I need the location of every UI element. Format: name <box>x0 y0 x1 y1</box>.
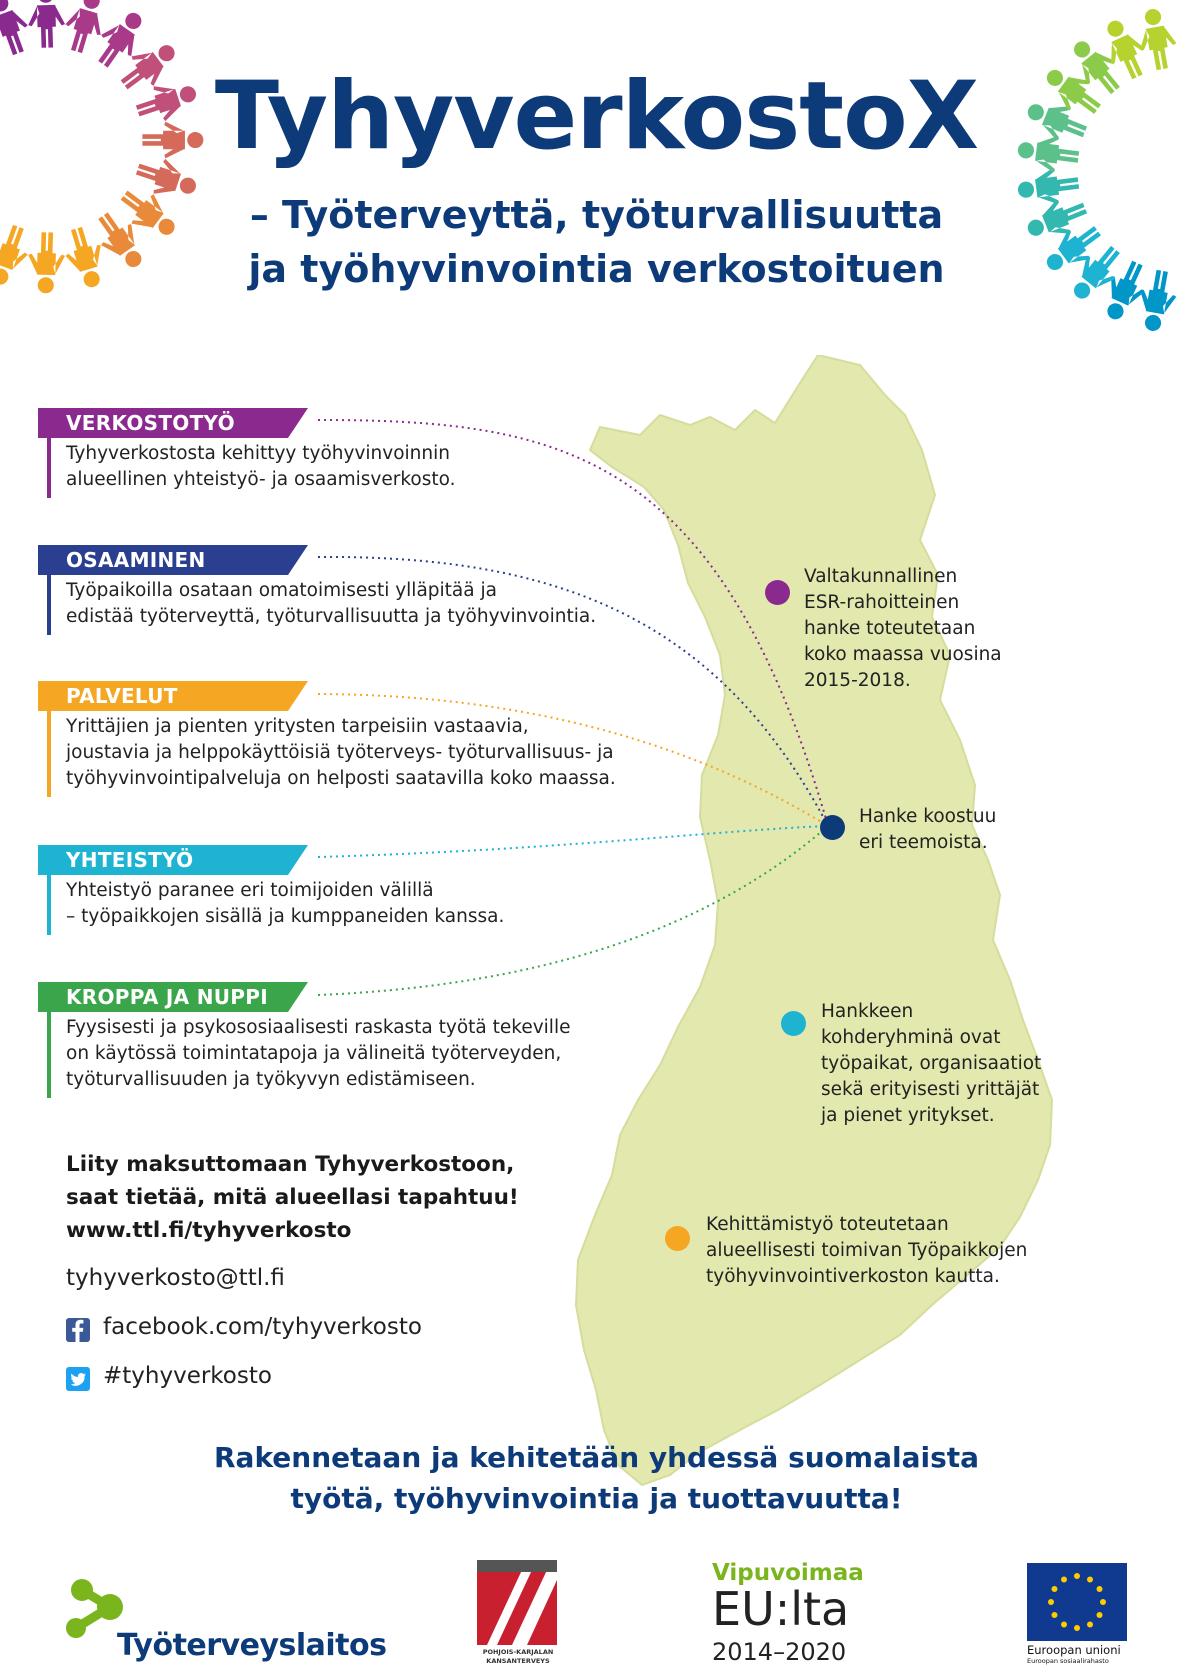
theme-label: YHTEISTYÖ <box>66 848 194 872</box>
eu-logo-text-1: Euroopan unioni <box>1027 1643 1121 1657</box>
pkk-logo-text-1: POHJOIS-KARJALAN <box>482 1648 554 1656</box>
map-note-target-groups: Hankkeen kohderyhminä ovat työpaikat, organisaatiot sekä erityisesti yrittäjät ja pienet yritykset. <box>821 1001 1042 1126</box>
theme-palvelut <box>38 681 308 711</box>
vipu-logo-years: 2014–2020 <box>712 1638 847 1666</box>
twitter-hashtag-link[interactable]: #tyhyverkosto <box>103 1363 272 1389</box>
eu-star <box>1087 1576 1093 1582</box>
eu-star <box>1048 1599 1054 1605</box>
eu-star <box>1097 1586 1103 1592</box>
eu-esf-logo <box>1027 1563 1127 1668</box>
eu-star <box>1051 1612 1057 1618</box>
theme-verkostotyo <box>38 408 308 438</box>
theme-label: KROPPA JA NUPPI <box>66 985 268 1009</box>
map-dot-hub <box>820 815 845 840</box>
twitter-icon <box>66 1367 90 1391</box>
theme-label: VERKOSTOTYÖ <box>66 411 235 435</box>
eu-logo-text-2: Euroopan sosiaalirahasto <box>1027 1657 1109 1665</box>
eu-star <box>1074 1573 1080 1579</box>
eu-star <box>1061 1576 1067 1582</box>
theme-description: Yhteistyö paranee eri toimijoiden välillä – työpaikkojen sisällä ja kumppaneiden kanssa. <box>66 880 505 927</box>
map-note-themes: Hanke koostuu eri teemoista. <box>859 806 997 853</box>
subtitle-line-2: ja työhyvinvointia verkostoituen <box>248 247 945 291</box>
theme-osaaminen <box>38 545 308 575</box>
theme-yhteistyo <box>38 845 308 875</box>
vipu-logo-top: Vipuvoimaa <box>712 1560 864 1586</box>
vipu-logo-mid: EU:lta <box>712 1582 850 1636</box>
eu-star <box>1097 1612 1103 1618</box>
eu-star <box>1074 1625 1080 1631</box>
website-link[interactable]: www.ttl.fi/tyhyverkosto <box>66 1218 352 1243</box>
page-title: TyhyverkostoX <box>214 62 979 171</box>
map-note-esr: Valtakunnallinen ESR-rahoitteinen hanke toteutetaan koko maassa vuosina 2015-2018. <box>804 566 1002 691</box>
eu-star <box>1100 1599 1106 1605</box>
theme-description: Yrittäjien ja pienten yritysten tarpeisiin vastaavia, joustavia ja helppokäyttöisiä työterveys- työturvallisuus- ja työhyvinvointipalveluja on helposti saatavilla koko maassa. <box>66 716 616 789</box>
tyoterveyslaitos-logo <box>62 1572 387 1667</box>
theme-label: OSAAMINEN <box>66 548 206 572</box>
eu-star <box>1061 1622 1067 1628</box>
theme-label: PALVELUT <box>66 684 178 708</box>
map-dot-purple <box>765 580 790 605</box>
theme-description: Fyysisesti ja psykososiaalisesti raskasta työtä tekeville on käytössä toimintatapoja ja välineitä työterveyden, työturvallisuuden ja työkyvyn edistämiseen. <box>66 1017 571 1090</box>
email-link[interactable]: tyhyverkosto@ttl.fi <box>66 1265 285 1291</box>
eu-star <box>1087 1622 1093 1628</box>
facebook-link[interactable]: facebook.com/tyhyverkosto <box>103 1314 422 1340</box>
theme-description: Tyhyverkostosta kehittyy työhyvinvoinnin alueellinen yhteistyö- ja osaamisverkosto. <box>66 443 456 490</box>
map-note-regional: Kehittämistyö toteutetaan alueellisesti toimivan Työpaikkojen työhyvinvointiverkoston kautta. <box>706 1214 1028 1287</box>
join-callout: Liity maksuttomaan Tyhyverkostoon, saat tietää, mitä alueellasi tapahtuu! www.ttl.fi/tyhyverkosto <box>66 1148 519 1247</box>
pohjois-karjalan-kansanterveys-logo <box>475 1560 565 1670</box>
closing-slogan: Rakennetaan ja kehitetään yhdessä suomalaista työtä, työhyvinvointia ja tuottavuutta! <box>213 1441 980 1515</box>
map-dot-cyan <box>781 1011 806 1036</box>
theme-description: Työpaikoilla osataan omatoimisesti ylläpitää ja edistää työterveyttä, työturvallisuutta ja työhyvinvointia. <box>66 580 597 627</box>
facebook-icon <box>66 1318 90 1342</box>
theme-kroppa-ja-nuppi <box>38 982 308 1012</box>
pkk-logo-text-2: KANSANTERVEYS <box>486 1657 550 1665</box>
map-dot-orange <box>665 1226 690 1251</box>
eu-star <box>1051 1586 1057 1592</box>
ttl-logo-text: Työterveyslaitos <box>117 1628 387 1663</box>
vipuvoimaa-eulta-logo <box>712 1560 872 1670</box>
connector-yhteistyo <box>318 826 828 857</box>
subtitle-line-1: – Työterveyttä, työturvallisuutta <box>249 193 944 237</box>
